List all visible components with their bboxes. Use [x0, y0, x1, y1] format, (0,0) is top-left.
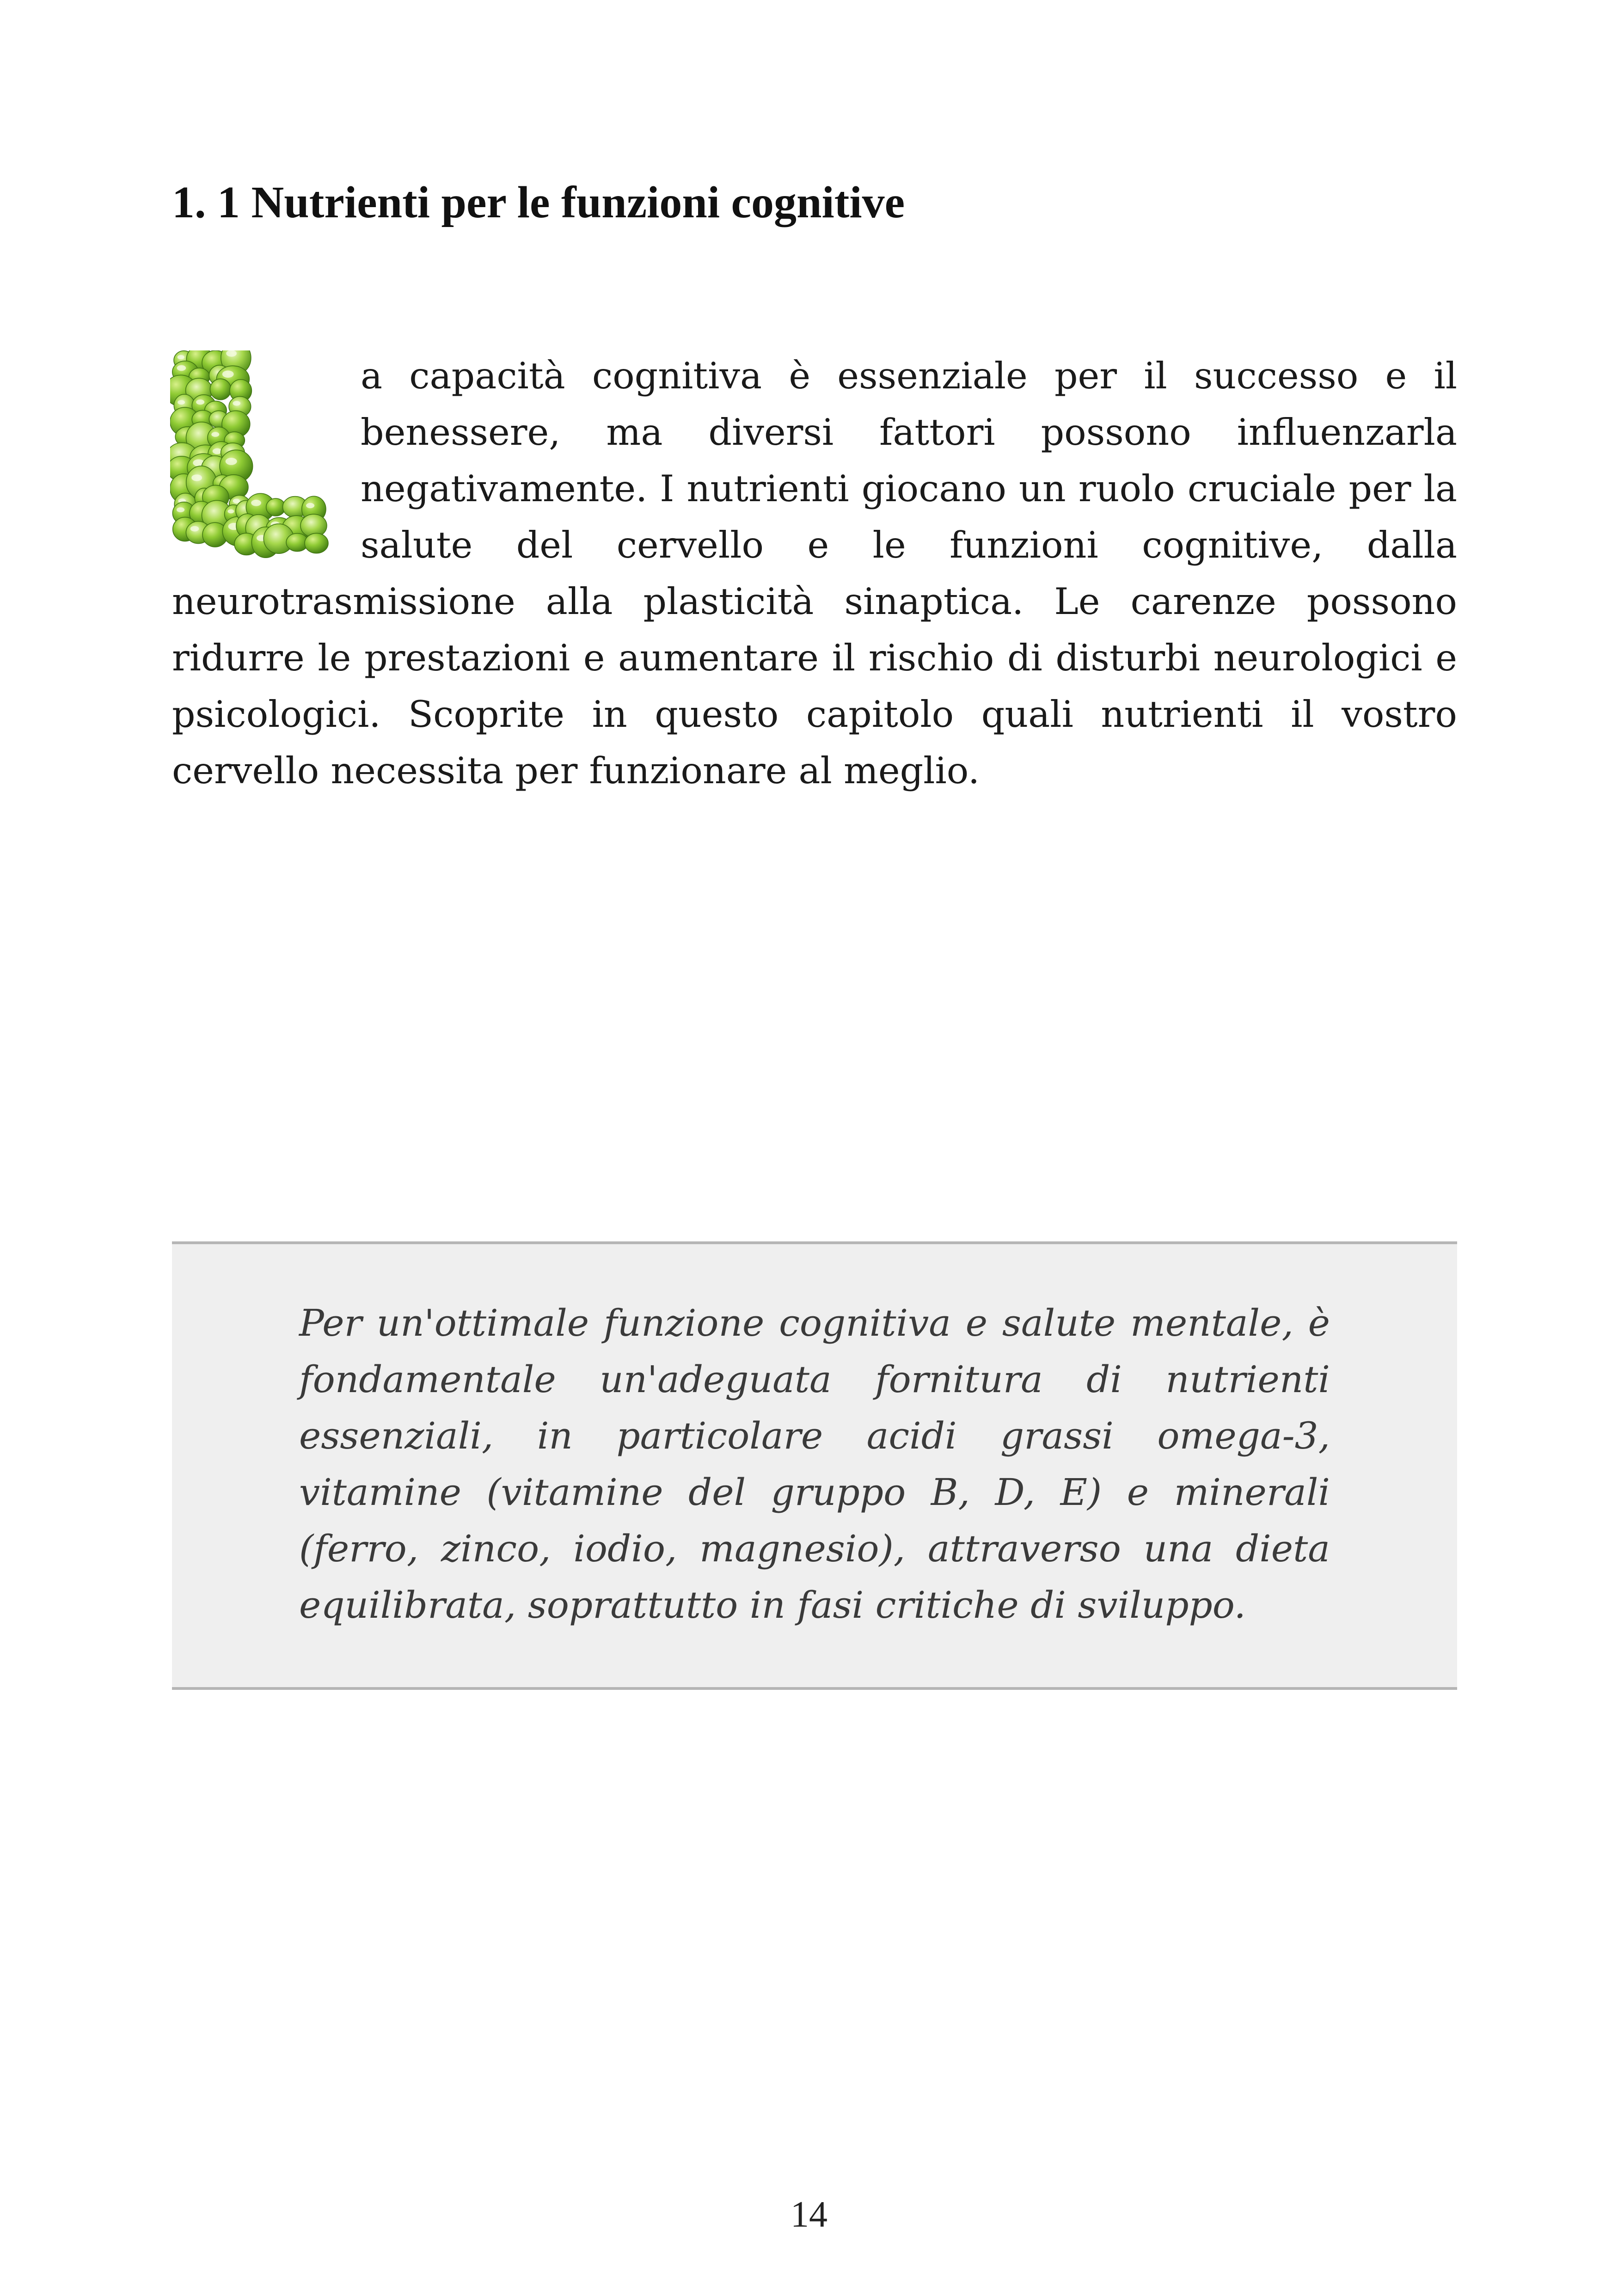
- leaf-highlight: [222, 370, 234, 378]
- leafy-letter-l-icon: [170, 350, 337, 568]
- leaf-highlight: [177, 507, 184, 512]
- leaf-highlight: [178, 355, 184, 360]
- leaf-blob: [210, 379, 231, 399]
- section-title: 1. 1 Nutrienti per le funzioni cognitive: [172, 178, 905, 227]
- page-number: 14: [791, 2194, 827, 2235]
- leaf-highlight: [191, 474, 202, 481]
- leaf-highlight: [251, 500, 261, 506]
- leaf-highlight: [228, 510, 234, 514]
- intro-text: a capacità cognitiva è essenziale per il successo e il benessere, ma diversi fattori possono influenzarla negativamente. I nutrienti giocano un ruolo cruciale per la salute del cervello e le funzioni cognitive, dalla neurotrasmissione alla plasticità sinaptica. Le carenze possono ridurre le prestazioni e aumentare il rischio di disturbi neurologici e psicologici. Scoprite in questo capitolo quali nutrienti il vostro cervello necessita per funzionare al meglio.: [172, 355, 1457, 792]
- leaf-highlight: [233, 499, 240, 503]
- leaf-highlight: [306, 503, 314, 508]
- leaf-highlight: [211, 432, 219, 437]
- leaf-blob: [305, 533, 328, 553]
- leaf-highlight: [226, 458, 237, 465]
- leaf-highlight: [190, 526, 199, 532]
- leaf-highlight: [233, 401, 241, 405]
- leaf-highlight: [177, 365, 186, 371]
- leaf-highlight: [178, 400, 185, 405]
- leaf-highlight: [196, 399, 204, 405]
- key-takeaway-box: [172, 1241, 1457, 1690]
- intro-paragraph: [172, 348, 1457, 799]
- leaf-highlight: [213, 448, 222, 454]
- key-takeaway-text: Per un'ottimale funzione cognitiva e salute mentale, è fondamentale un'adeguata fornitura di nutrienti essenziali, in particolare acidi grassi omega-3, vitamine (vitamine del gruppo B, D, E) e minerali (ferro, zinco, iodio, magnesio), attraverso una dieta equilibrata, soprattutto in fasi critiche di sviluppo.: [299, 1301, 1330, 1627]
